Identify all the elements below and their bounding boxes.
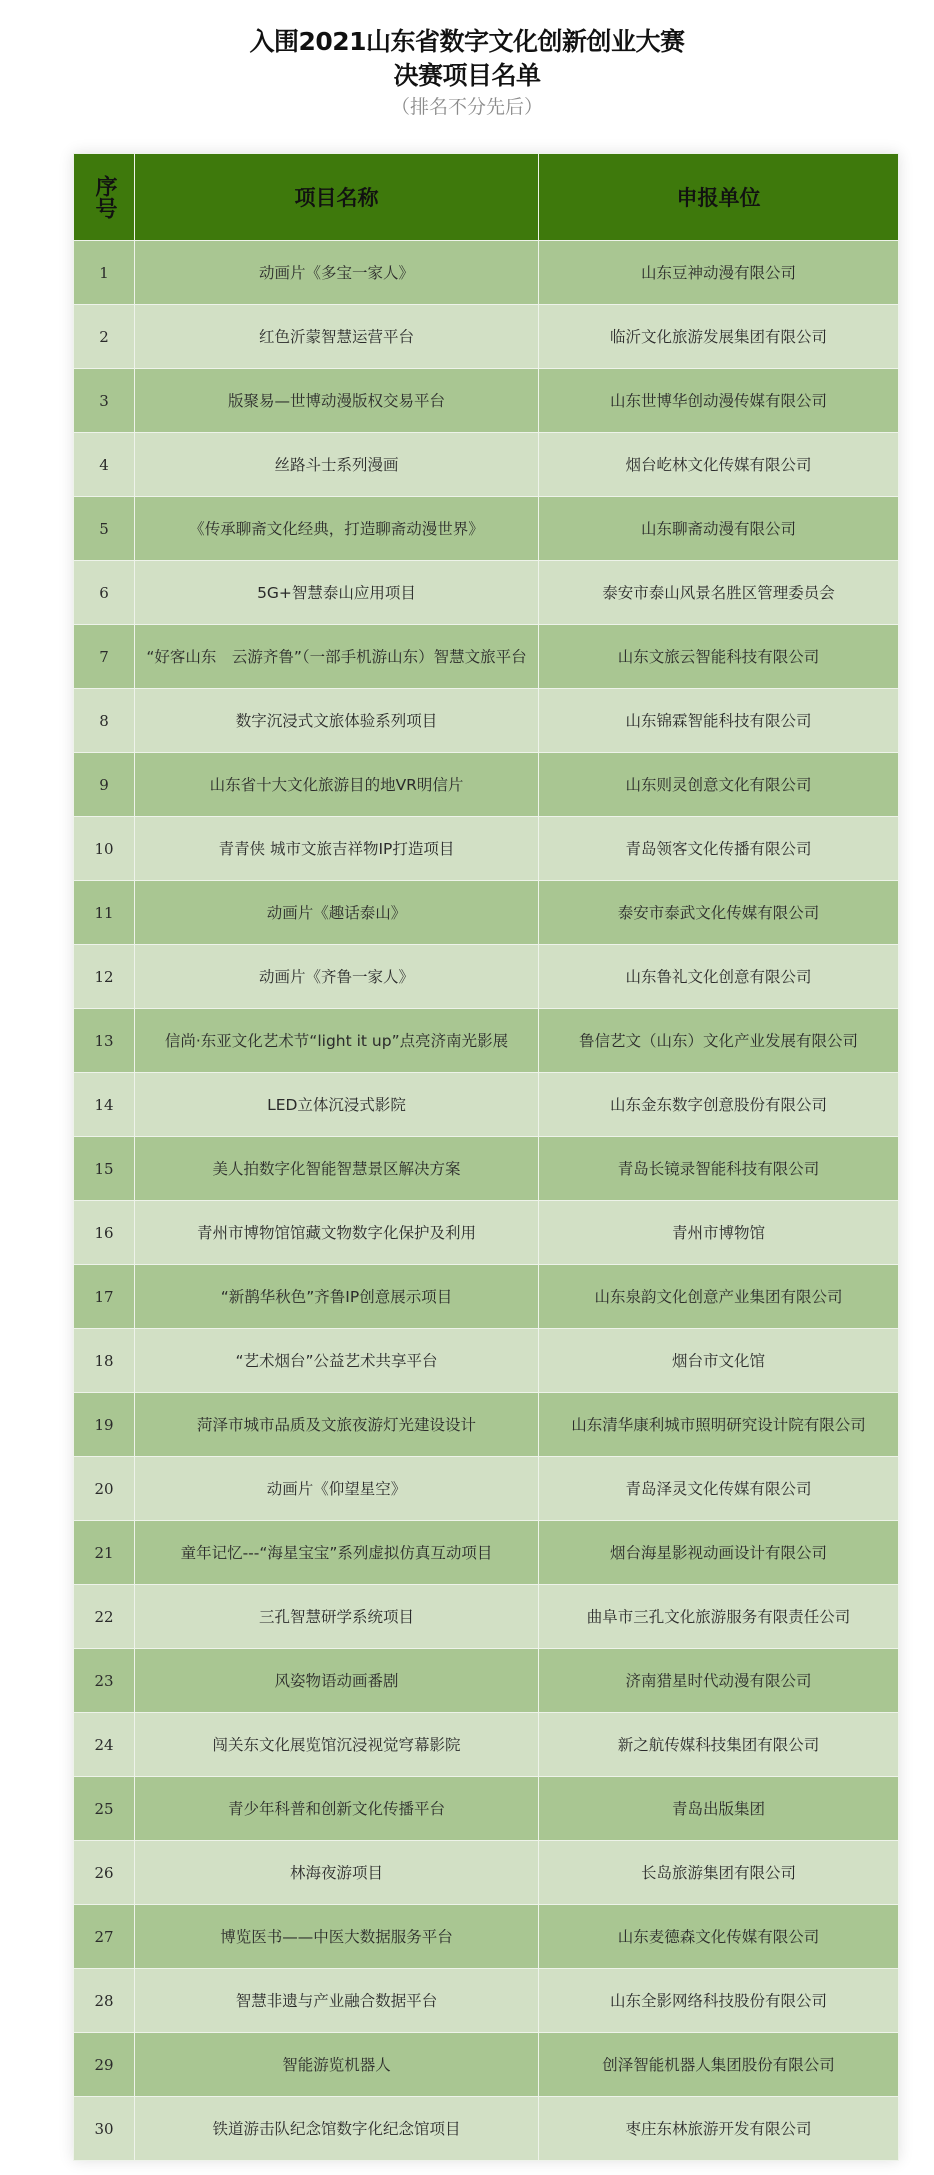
- cell-number: 17: [74, 1265, 135, 1329]
- cell-unit: 烟台市文化馆: [539, 1329, 899, 1393]
- table-body: [74, 241, 899, 2161]
- cell-number: 3: [74, 369, 135, 433]
- table-row: [74, 2033, 899, 2097]
- table-row: [74, 1969, 899, 2033]
- table-row: [74, 1777, 899, 1841]
- cell-unit: 山东锦霖智能科技有限公司: [539, 689, 899, 753]
- cell-unit: 曲阜市三孔文化旅游服务有限责任公司: [539, 1585, 899, 1649]
- table-row: [74, 561, 899, 625]
- table-row: [74, 817, 899, 881]
- cell-number: 25: [74, 1777, 135, 1841]
- cell-number: 24: [74, 1713, 135, 1777]
- cell-unit: 山东鲁礼文化创意有限公司: [539, 945, 899, 1009]
- cell-unit: 泰安市泰武文化传媒有限公司: [539, 881, 899, 945]
- table-row: [74, 1265, 899, 1329]
- cell-unit: 泰安市泰山风景名胜区管理委员会: [539, 561, 899, 625]
- cell-number: 30: [74, 2097, 135, 2161]
- cell-number: 12: [74, 945, 135, 1009]
- cell-project: 《传承聊斋文化经典，打造聊斋动漫世界》: [135, 497, 539, 561]
- cell-number: 28: [74, 1969, 135, 2033]
- page-title: 入围2021山东省数字文化创新创业大赛: [249, 27, 685, 56]
- cell-unit: 山东世博华创动漫传媒有限公司: [539, 369, 899, 433]
- table-row: [74, 433, 899, 497]
- table-row: [74, 1137, 899, 1201]
- cell-project: 红色沂蒙智慧运营平台: [135, 305, 539, 369]
- cell-project: 闯关东文化展览馆沉浸视觉穹幕影院: [135, 1713, 539, 1777]
- page-title-line2: 决赛项目名单: [393, 61, 541, 90]
- cell-project: 三孔智慧研学系统项目: [135, 1585, 539, 1649]
- cell-number: 2: [74, 305, 135, 369]
- table-row: [74, 881, 899, 945]
- cell-project: 丝路斗士系列漫画: [135, 433, 539, 497]
- cell-number: 13: [74, 1009, 135, 1073]
- cell-project: 数字沉浸式文旅体验系列项目: [135, 689, 539, 753]
- table-row: [74, 369, 899, 433]
- cell-unit: 山东文旅云智能科技有限公司: [539, 625, 899, 689]
- column-header-unit: 申报单位: [539, 154, 899, 241]
- cell-project: 动画片《齐鲁一家人》: [135, 945, 539, 1009]
- table-row: [74, 1393, 899, 1457]
- cell-number: 29: [74, 2033, 135, 2097]
- cell-project: 信尚·东亚文化艺术节“light it up”点亮济南光影展: [135, 1009, 539, 1073]
- cell-project: 5G+智慧泰山应用项目: [135, 561, 539, 625]
- cell-project: 动画片《仰望星空》: [135, 1457, 539, 1521]
- cell-project: 美人拍数字化智能智慧景区解决方案: [135, 1137, 539, 1201]
- cell-project: 动画片《趣话泰山》: [135, 881, 539, 945]
- cell-unit: 山东全影网络科技股份有限公司: [539, 1969, 899, 2033]
- cell-project: “好客山东 云游齐鲁”（一部手机游山东）智慧文旅平台: [135, 625, 539, 689]
- cell-number: 9: [74, 753, 135, 817]
- cell-number: 5: [74, 497, 135, 561]
- cell-unit: 青岛泽灵文化传媒有限公司: [539, 1457, 899, 1521]
- cell-project: 博览医书——中医大数据服务平台: [135, 1905, 539, 1969]
- table-header-row: [74, 154, 899, 241]
- cell-unit: 鲁信艺文（山东）文化产业发展有限公司: [539, 1009, 899, 1073]
- table-row: [74, 625, 899, 689]
- cell-number: 7: [74, 625, 135, 689]
- table-row: [74, 689, 899, 753]
- table-row: [74, 1201, 899, 1265]
- cell-project: 风姿物语动画番剧: [135, 1649, 539, 1713]
- column-header-seq: 序号: [74, 154, 135, 241]
- table-row: [74, 497, 899, 561]
- cell-project: 菏泽市城市品质及文旅夜游灯光建设设计: [135, 1393, 539, 1457]
- table-row: [74, 1585, 899, 1649]
- table-row: [74, 241, 899, 305]
- table-row: [74, 945, 899, 1009]
- cell-unit: 山东聊斋动漫有限公司: [539, 497, 899, 561]
- page-subtitle: （排名不分先后）: [390, 96, 543, 118]
- cell-unit: 山东金东数字创意股份有限公司: [539, 1073, 899, 1137]
- cell-unit: 山东则灵创意文化有限公司: [539, 753, 899, 817]
- cell-project: 动画片《多宝一家人》: [135, 241, 539, 305]
- cell-project: 青少年科普和创新文化传播平台: [135, 1777, 539, 1841]
- table-row: [74, 1329, 899, 1393]
- cell-unit: 长岛旅游集团有限公司: [539, 1841, 899, 1905]
- cell-number: 4: [74, 433, 135, 497]
- table-row: [74, 1905, 899, 1969]
- cell-number: 21: [74, 1521, 135, 1585]
- cell-project: 林海夜游项目: [135, 1841, 539, 1905]
- table-row: [74, 1009, 899, 1073]
- cell-unit: 青岛领客文化传播有限公司: [539, 817, 899, 881]
- cell-number: 16: [74, 1201, 135, 1265]
- cell-unit: 烟台屹林文化传媒有限公司: [539, 433, 899, 497]
- cell-unit: 新之航传媒科技集团有限公司: [539, 1713, 899, 1777]
- cell-number: 11: [74, 881, 135, 945]
- cell-number: 8: [74, 689, 135, 753]
- table-row: [74, 1073, 899, 1137]
- cell-unit: 青州市博物馆: [539, 1201, 899, 1265]
- cell-number: 10: [74, 817, 135, 881]
- table-row: [74, 1713, 899, 1777]
- cell-number: 19: [74, 1393, 135, 1457]
- table-row: [74, 1841, 899, 1905]
- cell-unit: 青岛长镜录智能科技有限公司: [539, 1137, 899, 1201]
- cell-number: 23: [74, 1649, 135, 1713]
- cell-number: 14: [74, 1073, 135, 1137]
- cell-number: 20: [74, 1457, 135, 1521]
- cell-unit: 创泽智能机器人集团股份有限公司: [539, 2033, 899, 2097]
- cell-unit: 青岛出版集团: [539, 1777, 899, 1841]
- cell-unit: 山东泉韵文化创意产业集团有限公司: [539, 1265, 899, 1329]
- cell-project: “新鹊华秋色”齐鲁IP创意展示项目: [135, 1265, 539, 1329]
- cell-number: 15: [74, 1137, 135, 1201]
- cell-project: 青青侠 城市文旅吉祥物IP打造项目: [135, 817, 539, 881]
- table-row: [74, 2097, 899, 2161]
- cell-project: “艺术烟台”公益艺术共享平台: [135, 1329, 539, 1393]
- column-header-project: 项目名称: [135, 154, 539, 241]
- cell-project: 青州市博物馆馆藏文物数字化保护及利用: [135, 1201, 539, 1265]
- cell-unit: 枣庄东林旅游开发有限公司: [539, 2097, 899, 2161]
- cell-number: 1: [74, 241, 135, 305]
- cell-project: 版聚易—世博动漫版权交易平台: [135, 369, 539, 433]
- cell-unit: 济南猎星时代动漫有限公司: [539, 1649, 899, 1713]
- cell-number: 22: [74, 1585, 135, 1649]
- cell-unit: 山东豆神动漫有限公司: [539, 241, 899, 305]
- table-row: [74, 1521, 899, 1585]
- table-row: [74, 1457, 899, 1521]
- cell-unit: 烟台海星影视动画设计有限公司: [539, 1521, 899, 1585]
- cell-project: 智慧非遗与产业融合数据平台: [135, 1969, 539, 2033]
- cell-unit: 山东清华康利城市照明研究设计院有限公司: [539, 1393, 899, 1457]
- cell-number: 27: [74, 1905, 135, 1969]
- cell-unit: 山东麦德森文化传媒有限公司: [539, 1905, 899, 1969]
- cell-project: 童年记忆---“海星宝宝”系列虚拟仿真互动项目: [135, 1521, 539, 1585]
- table-row: [74, 305, 899, 369]
- finalist-table: [73, 153, 899, 2161]
- cell-project: 山东省十大文化旅游目的地VR明信片: [135, 753, 539, 817]
- cell-project: LED立体沉浸式影院: [135, 1073, 539, 1137]
- cell-project: 智能游览机器人: [135, 2033, 539, 2097]
- cell-number: 6: [74, 561, 135, 625]
- cell-unit: 临沂文化旅游发展集团有限公司: [539, 305, 899, 369]
- table-row: [74, 1649, 899, 1713]
- cell-number: 18: [74, 1329, 135, 1393]
- cell-number: 26: [74, 1841, 135, 1905]
- table-row: [74, 753, 899, 817]
- cell-project: 铁道游击队纪念馆数字化纪念馆项目: [135, 2097, 539, 2161]
